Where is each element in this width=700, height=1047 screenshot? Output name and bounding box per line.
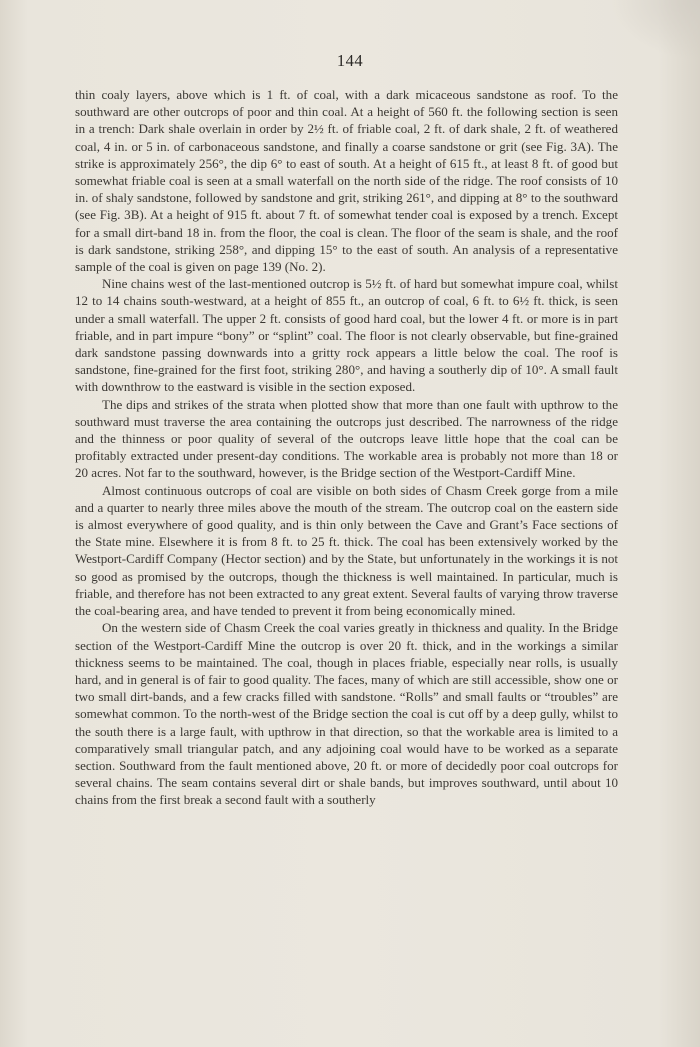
paragraph: Almost continuous outcrops of coal are visible on both sides of Chasm Creek gorge from a mile and a quarter to nearly three miles above the mouth of the stream. The outcrop coal on the eastern side is almost everywhere of good quality, and is thin only between the Cave and Grant’s Face sections of the State mine. Elsewhere it is from 8 ft. to 25 ft. thick. The coal has been extensively worked by the Westport-Cardiff Company (Hector section) and by the State, but unfortunately in the workings it is not so good as promised by the outcrops, though the thickness is well maintained. In particular, much is friable, and therefore has not been extracted to any great extent. Several faults of varying throw traverse the coal-bearing area, and have tended to prevent it from being economically mined. xyxy=(75,482,618,619)
paragraph: The dips and strikes of the strata when plotted show that more than one fault with upthrow to the southward must traverse the area containing the outcrops just described. The narrowness of the ridge and the thinness or poor quality of several of the outcrops leave little hope that the coal can be profitably extracted under present-day conditions. The workable area is probably not more than 18 or 20 acres. Not far to the southward, however, is the Bridge section of the Westport-Cardiff Mine. xyxy=(75,396,618,481)
page-number: 144 xyxy=(336,51,364,70)
paragraph: On the western side of Chasm Creek the coal varies greatly in thickness and quality. In the Bridge section of the Westport-Cardiff Mine the outcrop is over 20 ft. thick, and in the workings a similar thickness seems to be maintained. The coal, though in places friable, especially near rolls, is usually hard, and in general is of fair to good quality. The faces, many of which are still accessible, show one or two small dirt-bands, and a few cracks filled with sandstone. “Rolls” and small faults or “troubles” are somewhat common. To the north-west of the Bridge section the coal is cut off by a deep gully, whilst to the south there is a large fault, with upthrow in that direction, so that the workable area is limited to a comparatively small triangular patch, and any adjoining coal would have to be worked as a separate section. Southward from the fault mentioned above, 20 ft. or more of decidedly poor coal outcrops for several chains. The seam contains several dirt or shale bands, but improves southward, until about 10 chains from the first break a second fault with a southerly xyxy=(75,620,618,808)
paragraph: thin coaly layers, above which is 1 ft. of coal, with a dark micaceous sandstone as roof. To the southward are other outcrops of poor and thin coal. At a height of 560 ft. the following section is seen in a trench: Dark shale overlain in order by 2½ ft. of friable coal, 2 ft. of dark shale, 2 ft. of weathered coal, 4 in. or 5 in. of carbonaceous sandstone, and finally a coarse sandstone or grit (see Fig. 3A). The strike is approximately 256°, the dip 6° to east of south. At a height of 615 ft., at least 8 ft. of good but somewhat friable coal is seen at a small waterfall on the north side of the ridge. The roof consists of 10 in. of shaly sandstone, followed by sandstone and grit, striking 261°, and dipping at 8° to the southward (see Fig. 3B). At a height of 915 ft. about 7 ft. of somewhat tender coal is exposed by a trench. Except for a small dirt-band 18 in. from the floor, the coal is clean. The floor of the seam is shale, and the roof is dark sandstone, striking 258°, and dipping 15° to the east of south. An analysis of a representative sample of the coal is given on page 139 (No. 2). xyxy=(75,87,618,275)
paragraph: Nine chains west of the last-mentioned outcrop is 5½ ft. of hard but somewhat impure coal, whilst 12 to 14 chains south-westward, at a height of 855 ft., an outcrop of coal, 6 ft. to 6½ ft. thick, is seen under a small waterfall. The upper 2 ft. consists of good hard coal, but the lower 4 ft. or more is in part friable, and in part impure “bony” or “splint” coal. The floor is not clearly observable, but fine-grained dark sandstone passing downwards into a gritty rock appears a little below the coal. The roof is sandstone, fine-grained for the first foot, striking 280°, and having a southerly dip of 10°. A small fault with downthrow to the eastward is visible in the section exposed. xyxy=(75,276,618,395)
body-text xyxy=(75,86,618,809)
